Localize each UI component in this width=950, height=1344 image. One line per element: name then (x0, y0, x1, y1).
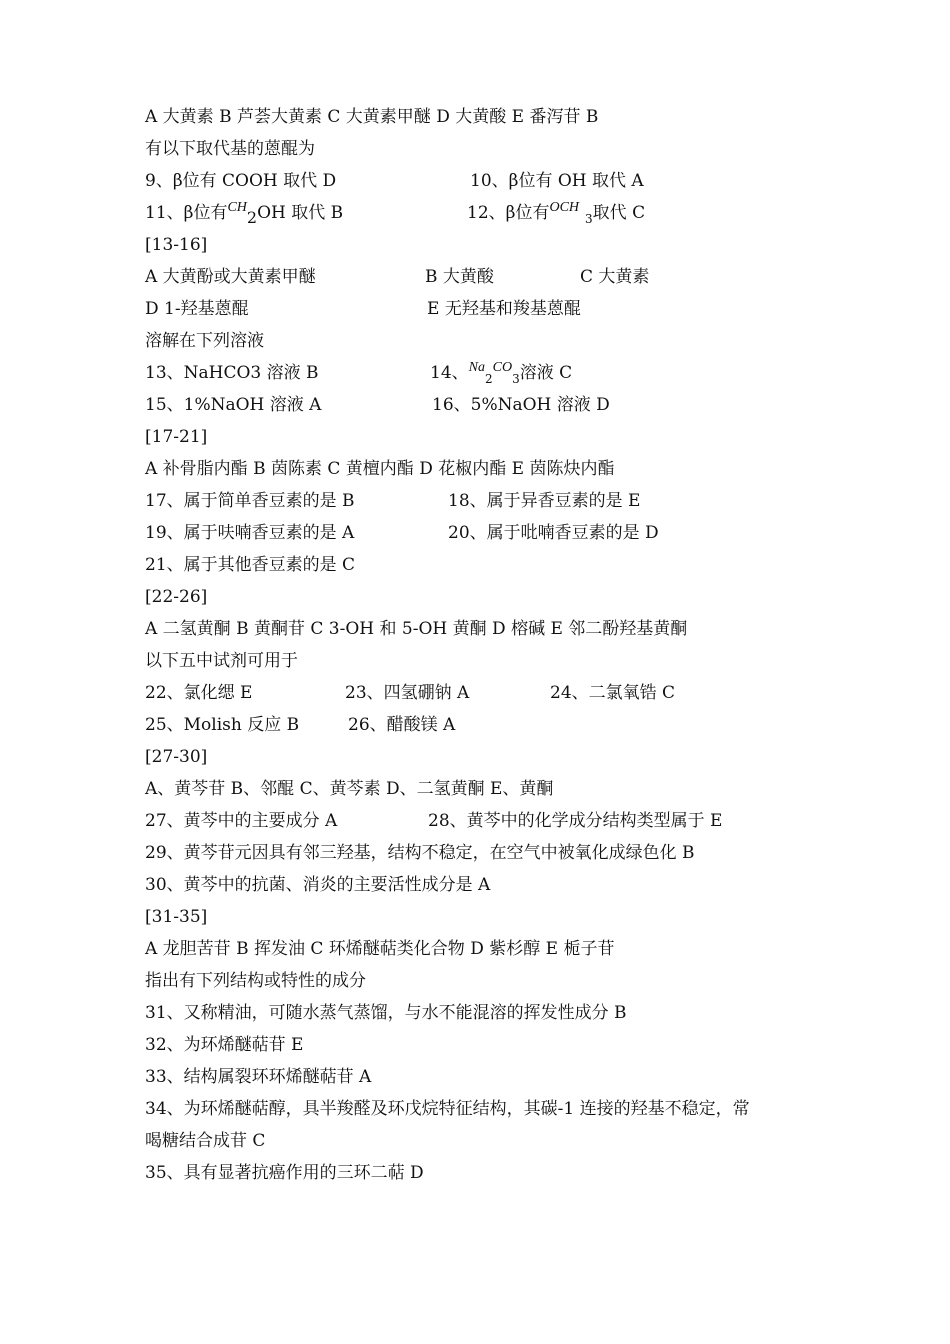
question-14-suffix: 溶液 C (519, 363, 573, 383)
question-15: 15、1%NaOH 溶液 A (145, 395, 322, 415)
question-12-prefix: 12、β位有 (467, 203, 550, 223)
formula-och: OCH (549, 200, 580, 215)
question-30: 30、黄芩中的抗菌、消炎的主要活性成分是 A (145, 875, 491, 895)
question-14-prefix: 14、 (430, 363, 469, 383)
question-11-suffix: OH 取代 B (257, 203, 344, 223)
option-c-13-16: C 大黄素 (580, 267, 650, 287)
question-17: 17、属于简单香豆素的是 B (145, 491, 355, 511)
option-row-31-35: A 龙胆苦苷 B 挥发油 C 环烯醚萜类化合物 D 紫杉醇 E 栀子苷 (145, 939, 615, 959)
question-14 (430, 362, 572, 386)
option-b-13-16: B 大黄酸 (425, 267, 494, 287)
instruction-line: 指出有下列结构或特性的成分 (145, 971, 366, 991)
question-35: 35、具有显著抗癌作用的三环二萜 D (145, 1163, 424, 1183)
question-12 (467, 202, 645, 226)
question-33: 33、结构属裂环环烯醚萜苷 A (145, 1067, 372, 1087)
option-row-27-30: A、黄芩苷 B、邻醌 C、黄芩素 D、二氢黄酮 E、黄酮 (145, 779, 554, 799)
question-19: 19、属于呋喃香豆素的是 A (145, 523, 355, 543)
formula-subscript-2: 2 (246, 208, 258, 227)
question-28: 28、黄芩中的化学成分结构类型属于 E (428, 811, 723, 831)
option-row-22-26: A 二氢黄酮 B 黄酮苷 C 3-OH 和 5-OH 黄酮 D 榕碱 E 邻二酚羟基黄酮 (145, 619, 688, 639)
question-23: 23、四氢硼钠 A (345, 683, 470, 703)
option-a-13-16: A 大黄酚或大黄素甲醚 (145, 267, 316, 287)
question-10: 10、β位有 OH 取代 A (470, 171, 644, 191)
question-11 (145, 202, 343, 226)
question-29: 29、黄芩苷元因具有邻三羟基，结构不稳定，在空气中被氧化成绿色化 B (145, 843, 695, 863)
section-header-22-26: [22-26] (145, 587, 208, 607)
option-d-13-16: D 1-羟基蒽醌 (145, 299, 249, 319)
question-13: 13、NaHCO3 溶液 B (145, 363, 319, 383)
option-row-17-21: A 补骨脂内酯 B 茵陈素 C 黄檀内酯 D 花椒内酯 E 茵陈炔内酯 (145, 459, 615, 479)
formula-ch: CH (227, 200, 247, 215)
section-header-31-35: [31-35] (145, 907, 208, 927)
question-34-continued: 喝糖结合成苷 C (145, 1131, 266, 1151)
question-32: 32、为环烯醚萜苷 E (145, 1035, 304, 1055)
formula-co: CO (492, 360, 513, 375)
question-31: 31、又称精油，可随水蒸气蒸馏，与水不能混溶的挥发性成分 B (145, 1003, 627, 1023)
section-header-17-21: [17-21] (145, 427, 208, 447)
question-24: 24、二氯氧锆 C (550, 683, 676, 703)
formula-subscript-3: 3 (512, 372, 520, 386)
instruction-line: 有以下取代基的蒽醌为 (145, 139, 315, 159)
formula-subscript-3: 3 (585, 212, 593, 226)
question-22: 22、氯化缌 E (145, 683, 253, 703)
instruction-line: 溶解在下列溶液 (145, 331, 264, 351)
formula-na: Na (468, 360, 485, 375)
option-row-1-5: A 大黄素 B 芦荟大黄素 C 大黄素甲醚 D 大黄酸 E 番泻苷 B (145, 107, 599, 127)
question-18: 18、属于异香豆素的是 E (448, 491, 641, 511)
question-20: 20、属于吡喃香豆素的是 D (448, 523, 659, 543)
question-11-prefix: 11、β位有 (145, 203, 228, 223)
question-21: 21、属于其他香豆素的是 C (145, 555, 356, 575)
question-26: 26、醋酸镁 A (348, 715, 456, 735)
section-header-13-16: [13-16] (145, 235, 208, 255)
question-34: 34、为环烯醚萜醇，具半羧醛及环戊烷特征结构，其碳-1 连接的羟基不稳定，常 (145, 1099, 750, 1119)
section-header-27-30: [27-30] (145, 747, 208, 767)
question-9: 9、β位有 COOH 取代 D (145, 171, 337, 191)
instruction-line: 以下五中试剂可用于 (145, 651, 298, 671)
question-16: 16、5%NaOH 溶液 D (432, 395, 610, 415)
formula-subscript-2: 2 (484, 372, 493, 386)
question-12-suffix: 取代 C (592, 203, 646, 223)
question-25: 25、Molish 反应 B (145, 715, 300, 735)
question-27: 27、黄芩中的主要成分 A (145, 811, 338, 831)
option-e-13-16: E 无羟基和羧基蒽醌 (427, 299, 581, 319)
